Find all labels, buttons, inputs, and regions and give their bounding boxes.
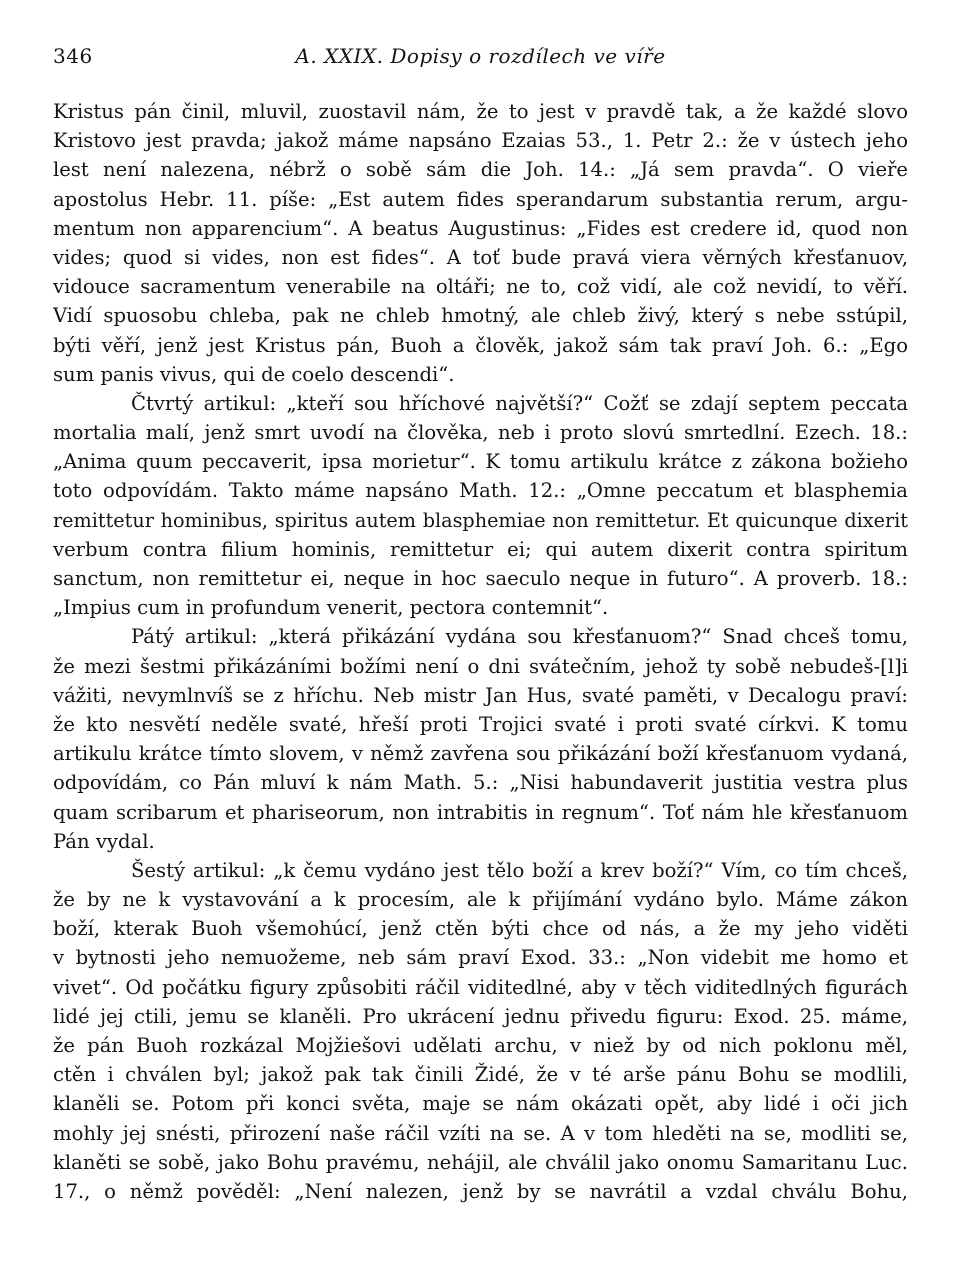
text-line: toto odpovídám. Takto máme napsáno Math. 12.: „Omne peccatum et blasphemia <box>53 479 908 503</box>
text-line: sanctum, non remittetur ei, neque in hoc saeculo neque in futuro“. A proverb. 18.: <box>53 567 908 590</box>
text-line: lidé jej ctili, jemu se klaněli. Pro ukrácení jednu přivedu figuru: Exod. 25. máme, <box>53 1004 908 1028</box>
text-line: Kristus pán činil, mluvil, zuostavil nám, že to jest v pravdě tak, a že každé slovo <box>53 100 908 123</box>
page-header <box>53 44 908 74</box>
text-line: Pátý artikul: „která přikázání vydána sou křesťanuom?“ Snad chceš tomu, <box>131 625 908 649</box>
text-line: quam scribarum et phariseorum, non intrabitis in regnum“. Toť nám hle křesťanuom <box>53 800 908 824</box>
text-line: lest není nalezena, nébrž o sobě sám die Joh. 14.: „Já sem pravda“. O vieře <box>53 158 908 182</box>
text-line: verbum contra filium hominis, remittetur ei; qui autem dixerit contra spiritum <box>53 537 908 561</box>
text-line: ctěn i chválen byl; jakož pak tak činili Židé, že v té arše pánu Bohu se modlili, <box>53 1063 908 1087</box>
text-line: v bytnosti jeho nemuožeme, neb sám praví Exod. 33.: „Non videbit me homo et <box>53 946 908 970</box>
text-line: „Impius cum in profundum venerit, pectora contemnit“. <box>53 596 609 620</box>
text-line: Čtvrtý artikul: „kteří sou hříchové najvětší?“ Cožť se zdají septem peccata <box>131 391 908 415</box>
text-line: klaněli se. Potom při konci světa, maje se nám okázati opět, aby lidé i oči jich <box>53 1092 908 1116</box>
text-line: Pán vydal. <box>53 829 155 853</box>
page-number: 346 <box>53 44 93 68</box>
text-line: artikulu krátce tímto slovem, v němž zavřena sou přikázání boží křesťanuom vydaná, <box>53 742 908 766</box>
text-line: 17., o němž pověděl: „Není nalezen, jenž by se navrátil a vzdal chválu Bohu, <box>53 1179 908 1203</box>
text-line: sum panis vivus, qui de coelo descendi“. <box>53 362 455 386</box>
text-line: mohly jej snésti, přirození naše ráčil vzíti na se. A v tom hleděti na se, modliti se, <box>53 1121 908 1145</box>
body-text <box>53 97 908 1206</box>
text-line: klaněti se sobě, jako Bohu pravému, nehájil, ale chválil jako onomu Samaritanu Luc. <box>53 1150 908 1174</box>
text-line: vides; quod si vides, non est fides“. A toť bude pravá viera věrných křesťanuov, <box>53 245 908 269</box>
text-line: odpovídám, co Pán mluví k nám Math. 5.: „Nisi habundaverit justitia vestra plus <box>53 771 908 795</box>
text-line: vážiti, nevymlnvíš se z hříchu. Neb mistr Jan Hus, svaté paměti, v Decalogu praví: <box>53 683 908 707</box>
text-line: Vidí spuosobu chleba, pak ne chleb hmotný, ale chleb živý, který s nebe sstúpil, <box>53 304 908 328</box>
text-line: že kto nesvětí neděle svaté, hřeší proti Trojici svaté i proti svaté církvi. K tomu <box>53 712 908 736</box>
text-line: že mezi šestmi přikázáními božími není o dni svátečním, jehož ty sobě nebudeš-[l]i <box>53 654 908 678</box>
text-line: že pán Buoh rozkázal Mojžiešovi udělati archu, v niež by od nich poklonu měl, <box>53 1034 908 1057</box>
text-line: „Anima quum peccaverit, ipsa morietur“. K tomu artikulu krátce z zákona božieho <box>53 450 908 474</box>
text-line: apostolus Hebr. 11. píše: „Est autem fides sperandarum substantia rerum, argu- <box>53 187 908 211</box>
text-line: vidouce sacramentum venerabile na oltáři; ne to, což vidí, ale což nevidí, to věří. <box>53 275 908 299</box>
text-line: Kristovo jest pravda; jakož máme napsáno Ezaias 53., 1. Petr 2.: že v ústech jeho <box>53 129 908 153</box>
running-title: A. XXIX. Dopisy o rozdílech ve víře <box>295 44 666 68</box>
text-line: mortalia malí, jenž smrt uvodí na člověka, neb i proto slovú smrtedlní. Ezech. 18.: <box>53 421 908 445</box>
text-line: remittetur hominibus, spiritus autem blasphemiae non remittetur. Et quicunque dixerit <box>53 508 908 532</box>
text-line: Šestý artikul: „k čemu vydáno jest tělo boží a krev boží?“ Vím, co tím chceš, <box>131 858 908 882</box>
text-line: že by ne k vystavování a k procesím, ale k přijímání vydáno bylo. Máme zákon <box>53 888 908 912</box>
text-line: boží, kterak Buoh všemohúcí, jenž ctěn býti chce od nás, a že my jeho viděti <box>53 917 908 941</box>
text-line: býti věří, jenž jest Kristus pán, Buoh a člověk, jakož sám tak praví Joh. 6.: „Ego <box>53 333 908 357</box>
text-line: vivet“. Od počátku figury způsobiti ráčil viditedlné, aby v těch viditedlných figurách <box>53 975 908 999</box>
text-line: mentum non apparencium“. A beatus Augustinus: „Fides est credere id, quod non <box>53 216 908 240</box>
